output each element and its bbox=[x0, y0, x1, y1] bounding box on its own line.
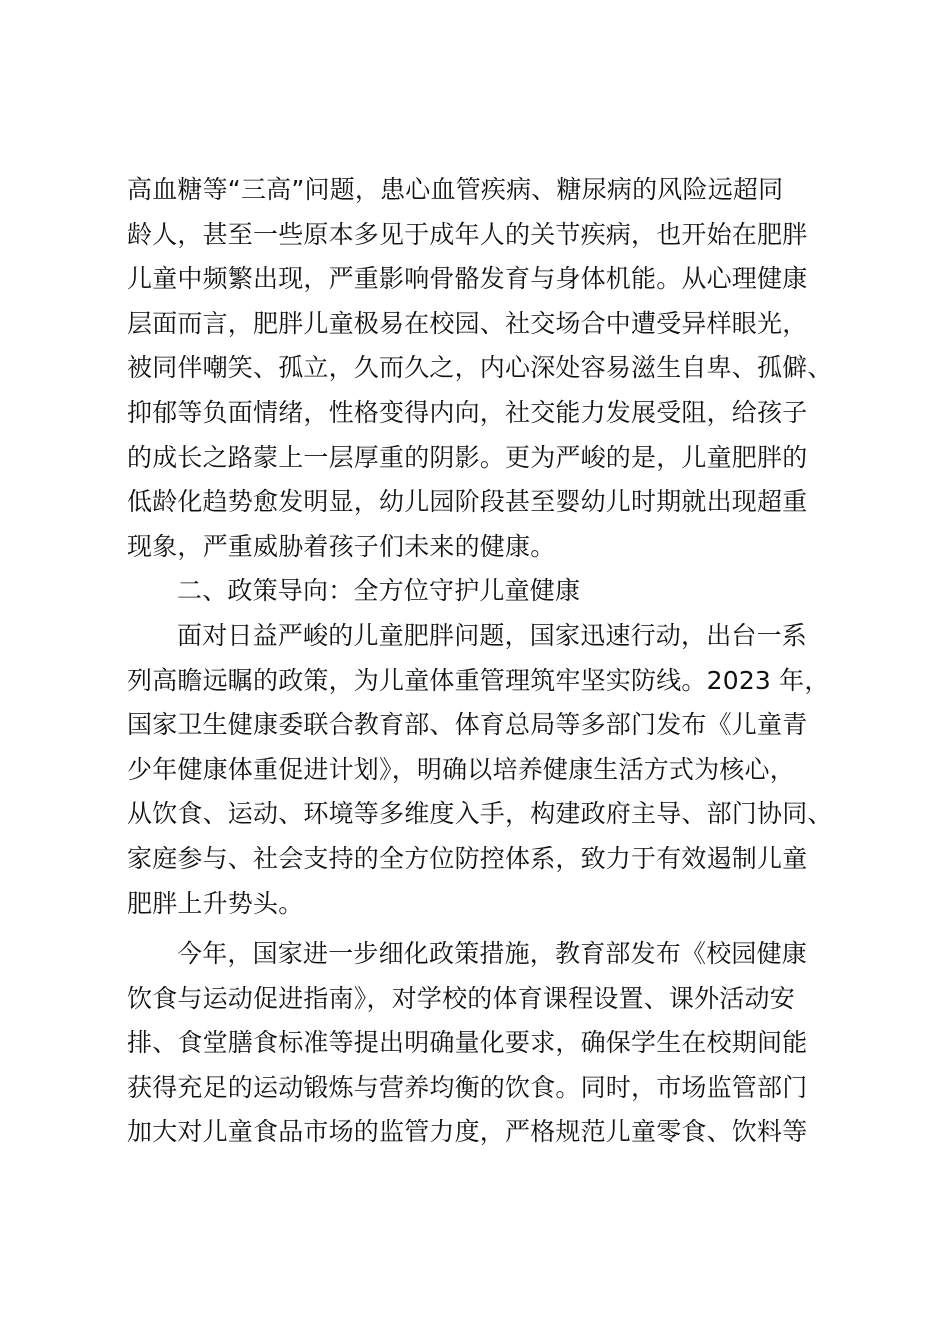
text-line: 从饮食、运动、环境等多维度入手，构建政府主导、部门协同、 bbox=[127, 799, 833, 829]
text-line: 加大对儿童食品市场的监管力度，严格规范儿童零食、饮料等 bbox=[127, 1117, 808, 1147]
text-line: 高血糖等“三高”问题，患心血管疾病、糖尿病的风险远超同 bbox=[127, 175, 784, 204]
text-line: 国家卫生健康委联合教育部、体育总局等多部门发布《儿童青 bbox=[127, 710, 808, 740]
text-line: 被同伴嘲笑、孤立，久而久之，内心深处容易滋生自卑、孤僻、 bbox=[127, 353, 833, 383]
text-line: 获得充足的运动锻炼与营养均衡的饮食。同时，市场监管部门 bbox=[127, 1072, 808, 1102]
text-line: 层面而言，肥胖儿童极易在校园、社交场合中遭受异样眼光， bbox=[127, 308, 808, 338]
text-line: 低龄化趋势愈发明显，幼儿园阶段甚至婴幼儿时期就出现超重 bbox=[127, 487, 808, 517]
text-line: 龄人，甚至一些原本多见于成年人的关节疾病，也开始在肥胖 bbox=[127, 219, 808, 249]
text-line: 儿童中频繁出现，严重影响骨骼发育与身体机能。从心理健康 bbox=[127, 264, 808, 294]
text-line: 现象，严重威胁着孩子们未来的健康。 bbox=[127, 531, 556, 561]
text-line: 面对日益严峻的儿童肥胖问题，国家迅速行动，出台一系 bbox=[177, 620, 808, 650]
text-line: 家庭参与、社会支持的全方位防控体系，致力于有效遏制儿童 bbox=[127, 843, 808, 873]
text-line: 肥胖上升势头。 bbox=[127, 888, 304, 918]
text-line: 抑郁等负面情绪，性格变得内向，社交能力发展受阻，给孩子 bbox=[127, 397, 808, 427]
text-line: 少年健康体重促进计划》，明确以培养健康生活方式为核心， bbox=[127, 754, 795, 784]
text-line: 列高瞻远瞩的政策，为儿童体重管理筑牢坚实防线。2023 年， bbox=[127, 665, 830, 695]
text-line: 的成长之路蒙上一层厚重的阴影。更为严峻的是，儿童肥胖的 bbox=[127, 442, 808, 472]
body-text bbox=[127, 168, 833, 1155]
text-line: 饮食与运动促进指南》，对学校的体育课程设置、课外活动安 bbox=[127, 983, 795, 1013]
text-line: 排、食堂膳食标准等提出明确量化要求，确保学生在校期间能 bbox=[127, 1028, 808, 1058]
paragraph-1 bbox=[127, 168, 833, 569]
text-line: 今年，国家进一步细化政策措施，教育部发布《校园健康 bbox=[177, 939, 808, 969]
paragraph-3 bbox=[127, 932, 833, 1155]
section-heading: 二、政策导向：全方位守护儿童健康 bbox=[177, 576, 581, 606]
paragraph-2 bbox=[127, 614, 833, 926]
